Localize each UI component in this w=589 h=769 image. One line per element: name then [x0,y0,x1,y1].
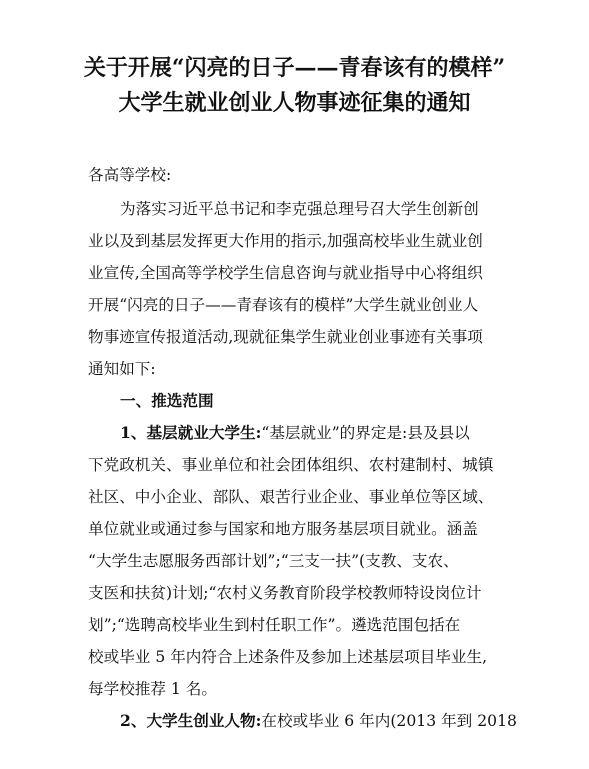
item1-line-5: “大学生志愿服务西部计划”;“三支一扶”(支教、支农、 [88,552,459,570]
intro-line-3: 业宣传,全国高等学校学生信息咨询与就业指导中心将组织 [88,264,483,282]
document-title-line-1: 关于开展“闪亮的日子——青春该有的模样” [83,55,506,81]
item1-line-8: 校或毕业 5 年内符合上述条件及参加上述基层项目毕业生, [88,648,488,666]
document-title-line-2: 大学生就业创业人物事迹征集的通知 [118,90,471,116]
item1-line-7: 划”;“选聘高校毕业生到村任职工作”。遴选范围包括在 [88,616,461,634]
item1-first-line-text: “基层就业”的界定是:县及县以 [261,424,470,442]
intro-line-5: 物事迹宣传报道活动,现就征集学生就业创业事迹有关事项 [88,328,483,346]
item2-first-line-text: 在校或毕业 6 年内(2013 年到 2018 [261,712,517,730]
intro-line-1: 为落实习近平总书记和李克强总理号召大学生创新创 [120,200,479,218]
item1-line-9: 每学校推荐 1 名。 [88,680,217,698]
section-heading-scope: 一、推选范围 [120,391,214,410]
item1-label: 1、基层就业大学生: [120,423,262,442]
item1-line-6: 支医和扶贫)计划;“农村义务教育阶段学校教师特设岗位计 [88,584,482,602]
intro-line-6: 通知如下: [88,360,156,378]
item1-line-4: 单位就业或通过参与国家和地方服务基层项目就业。涵盖 [88,520,478,538]
intro-line-4: 开展“闪亮的日子——青春该有的模样”大学生就业创业人 [88,296,479,314]
item2-label: 2、大学生创业人物: [120,711,262,730]
salutation: 各高等学校: [88,166,172,184]
item2-first-line [120,710,517,732]
item1-line-3: 社区、中小企业、部队、艰苦行业企业、事业单位等区域、 [88,488,494,506]
item1-first-line [120,422,508,444]
intro-line-2: 业以及到基层发挥更大作用的指示,加强高校毕业生就业创 [88,232,483,250]
item1-line-2: 下党政机关、事业单位和社会团体组织、农村建制村、城镇 [88,456,494,474]
